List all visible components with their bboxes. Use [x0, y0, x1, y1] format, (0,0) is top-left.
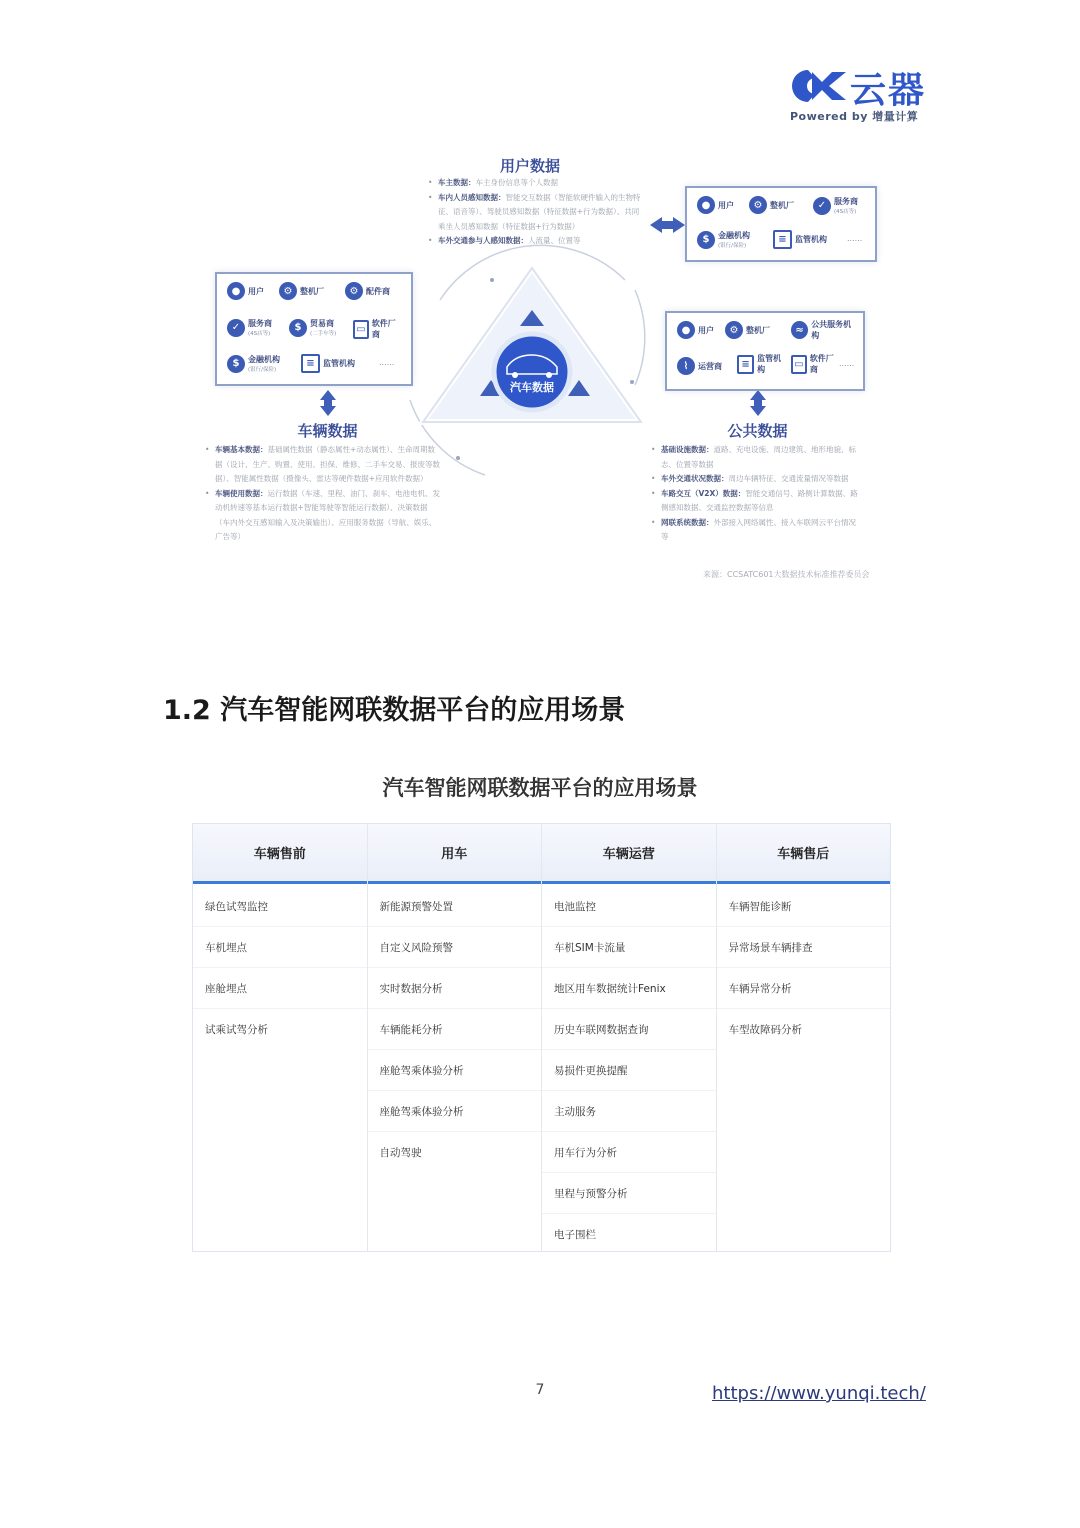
- parts-icon: ⚙: [345, 282, 363, 300]
- table-cell: 车辆能耗分析: [368, 1009, 542, 1050]
- coins-icon: $: [697, 231, 715, 249]
- user-icon: ●: [677, 321, 695, 339]
- entity-oem: ⚙ 整机厂: [279, 282, 324, 300]
- entity-parts: ⚙ 配件商: [345, 282, 390, 300]
- entity-trader: $ 贸易商 (二手车等): [289, 318, 336, 337]
- entity-finance: $ 金融机构 (银行/保险): [227, 354, 280, 373]
- table-cell: 地区用车数据统计Fenix: [542, 968, 716, 1009]
- table-cell: 异常场景车辆排查: [717, 927, 891, 968]
- road-icon: ≈: [791, 321, 808, 339]
- double-arrow-vertical-left-icon: [320, 390, 336, 416]
- table-cell: 座舱驾乘体验分析: [368, 1091, 542, 1132]
- scenario-table: [192, 823, 891, 1252]
- entity-more: ......: [379, 358, 395, 367]
- car-data-diagram: [195, 150, 915, 590]
- entity-operator: ⌇ 运营商: [677, 357, 722, 375]
- entity-user: ● 用户: [677, 321, 714, 339]
- center-label: 汽车数据: [510, 381, 554, 394]
- table-cell: 自动驾驶: [379, 1147, 422, 1159]
- vehicle-data-entities: [215, 272, 413, 386]
- entity-software: ▭ 软件厂商: [791, 353, 835, 375]
- entity-oem: ⚙ 整机厂: [749, 196, 794, 214]
- entity-service: ✓ 服务商 (4S店等): [813, 196, 858, 215]
- table-cell: 新能源预警处置: [368, 886, 542, 927]
- entity-finance: $ 金融机构 (银行/保险): [697, 230, 750, 249]
- user-icon: ●: [697, 196, 715, 214]
- table-column: [717, 824, 891, 1251]
- table-cell: 座舱驾乘体验分析: [368, 1050, 542, 1091]
- vehicle-data-title: 车辆数据: [297, 422, 358, 440]
- software-icon: ▭: [353, 320, 369, 339]
- table-cell: 易损件更换提醒: [542, 1050, 716, 1091]
- book-icon: ≡: [737, 355, 754, 374]
- user-data-bullets: [428, 176, 646, 249]
- logo-name: 云器: [850, 70, 927, 111]
- user-bullet-2: • 车内人员感知数据：智能交互数据（智能软硬件输入的生物特征、语音等）、驾驶员感知数据（特征数据+行为数据）、共同乘坐人员感知数据（特征数据+行为数据）: [428, 191, 646, 235]
- table-column: [368, 824, 543, 1251]
- user-bullet-3: • 车外交通参与人感知数据：人流量、位置等: [428, 234, 646, 249]
- vehicle-data-bullets: [205, 443, 440, 545]
- public-bullet-1: • 基础设施数据：道路、充电设施、周边建筑、地形地貌、标志、位置等数据: [651, 443, 861, 472]
- entity-user: ● 用户: [227, 282, 264, 300]
- public-data-entities: [665, 311, 865, 391]
- book-icon: ≡: [773, 230, 792, 249]
- table-cell: 用车行为分析: [542, 1132, 716, 1173]
- double-arrow-vertical-right-icon: [750, 390, 766, 416]
- table-cell: 绿色试驾监控: [193, 886, 367, 927]
- orbit-arc-right: [635, 290, 645, 385]
- gear-icon: ⚙: [279, 282, 297, 300]
- table-cell: 自定义风险预警: [368, 927, 542, 968]
- table-cell: 座舱埋点: [193, 968, 367, 1009]
- website-link[interactable]: https://www.yunqi.tech/: [712, 1383, 926, 1404]
- user-data-entities: [685, 186, 877, 262]
- software-icon: ▭: [791, 355, 807, 374]
- user-bullet-1: • 车主数据：车主身份信息等个人数据: [428, 176, 646, 191]
- entity-public-service: ≈ 公共服务机构: [791, 319, 857, 341]
- entity-regulator: ≡ 监管机构: [773, 230, 827, 249]
- entity-user: ● 用户: [697, 196, 734, 214]
- table-cell: 车机SIM卡流量: [542, 927, 716, 968]
- page-number: 7: [535, 1382, 545, 1398]
- table-cell: 里程与预警分析: [542, 1173, 716, 1214]
- entity-more: ......: [847, 234, 863, 243]
- entity-service: ✓ 服务商 (4S店等): [227, 318, 272, 337]
- column-header: 车辆售前: [193, 824, 367, 884]
- table-cell: 车机埋点: [193, 927, 367, 968]
- table-column: [193, 824, 368, 1251]
- vehicle-bullet-2: • 车辆使用数据：运行数据（车速、里程、油门、刹车、电池电机、发动机转速等基本运行数据+智能驾驶等智能运行数据）、决策数据（车内外交互感知输入及决策输出）、应用服务数据（导航、娱乐、广告等）: [205, 487, 440, 545]
- entity-regulator: ≡ 监管机构: [301, 354, 355, 373]
- table-cell: 历史车联网数据查询: [542, 1009, 716, 1050]
- table-cell: 电池监控: [542, 886, 716, 927]
- diagram-source: 来源：CCSATC601大数据技术标准推荐委员会: [703, 570, 870, 579]
- table-cell: 车辆智能诊断: [717, 886, 891, 927]
- entity-oem: ⚙ 整机厂: [725, 321, 770, 339]
- company-logo: [788, 62, 928, 126]
- user-data-title: 用户数据: [499, 157, 560, 175]
- table-cell: 车辆异常分析: [717, 968, 891, 1009]
- public-bullet-2: • 车外交通状况数据：周边车辆特征、交通流量情况等数据: [651, 472, 861, 487]
- public-bullet-3: • 车路交互（V2X）数据：智能交通信号、路侧计算数据、路侧感知数据、交通监控数据等信息: [651, 487, 861, 516]
- entity-regulator: ≡ 监管机构: [737, 353, 785, 375]
- double-arrow-horizontal-icon: [650, 217, 685, 233]
- table-cell: 实时数据分析: [368, 968, 542, 1009]
- column-header: 用车: [368, 824, 542, 884]
- public-data-title: 公共数据: [727, 422, 788, 440]
- logo-mark-icon: [788, 66, 850, 106]
- entity-more: ......: [839, 359, 855, 368]
- table-column: [542, 824, 717, 1251]
- antenna-icon: ⌇: [677, 357, 695, 375]
- coins-icon: $: [227, 355, 245, 373]
- logo-tagline: Powered by 增量计算: [790, 110, 919, 123]
- vehicle-bullet-1: • 车辆基本数据：基础属性数据（静态属性+动态属性）、生命周期数据（设计、生产、购置、使用、担保、维修、二手车交易、报废等数据）、智能属性数据（摄像头、雷达等硬件数据+应用软件数据）: [205, 443, 440, 487]
- service-icon: ✓: [227, 319, 245, 337]
- book-icon: ≡: [301, 354, 320, 373]
- user-icon: ●: [227, 282, 245, 300]
- column-header: 车辆运营: [542, 824, 716, 884]
- gear-icon: ⚙: [725, 321, 743, 339]
- section-heading: 1.2 汽车智能网联数据平台的应用场景: [163, 695, 626, 726]
- table-cell: 电子围栏: [554, 1229, 596, 1241]
- center-circle: [494, 334, 570, 410]
- column-header: 车辆售后: [717, 824, 891, 884]
- table-cell: 试乘试驾分析: [205, 1024, 268, 1036]
- table-cell: 主动服务: [542, 1091, 716, 1132]
- public-bullet-4: • 网联系统数据：外部接入网络属性、接入车联网云平台情况等: [651, 516, 861, 545]
- table-cell: 车型故障码分析: [728, 1024, 802, 1036]
- dollar-icon: $: [289, 319, 307, 337]
- entity-software: ▭ 软件厂商: [353, 318, 397, 340]
- gear-icon: ⚙: [749, 196, 767, 214]
- service-icon: ✓: [813, 197, 831, 215]
- table-title: 汽车智能网联数据平台的应用场景: [382, 776, 698, 800]
- public-data-bullets: [651, 443, 861, 545]
